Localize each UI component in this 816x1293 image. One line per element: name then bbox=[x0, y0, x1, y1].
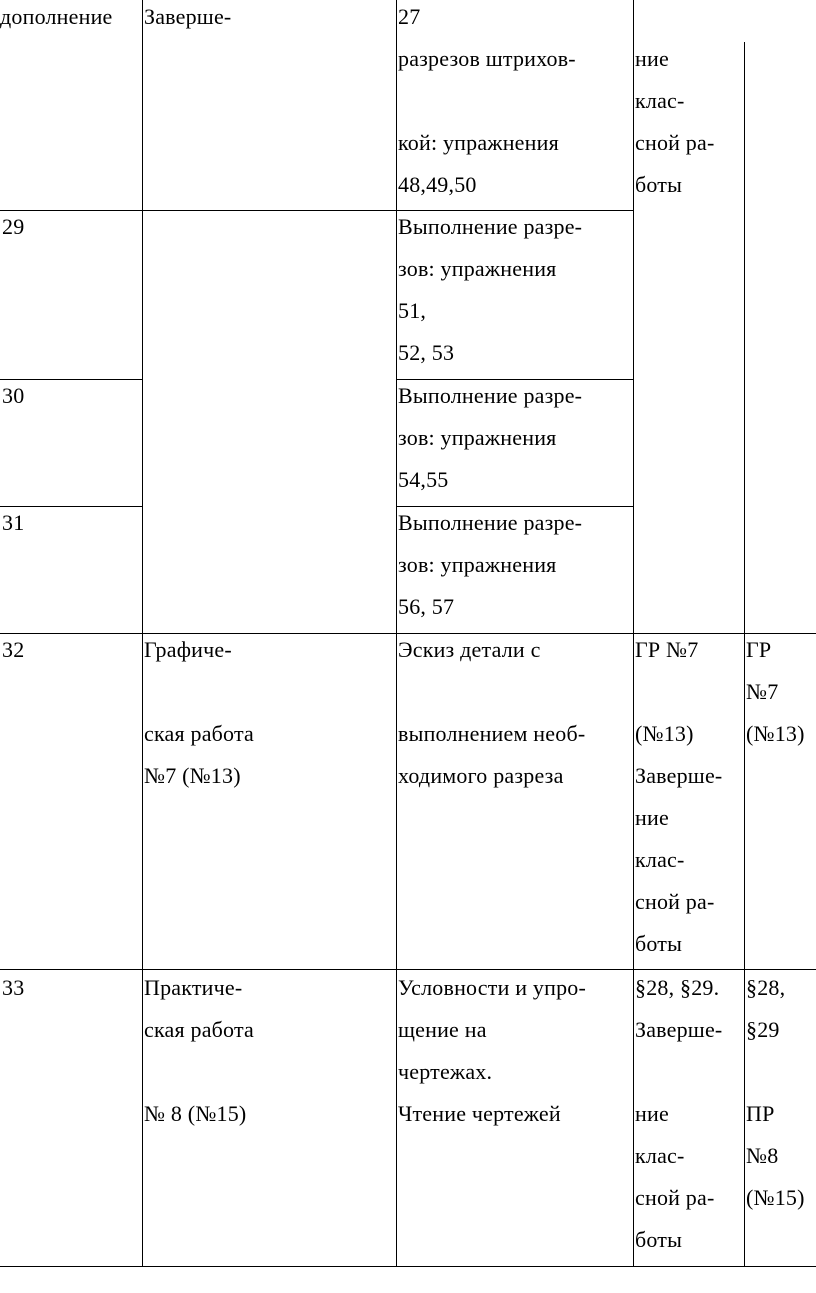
lesson-number: 30 bbox=[2, 383, 25, 408]
content-text: чертежах. bbox=[398, 1059, 493, 1084]
lesson-number: 33 bbox=[2, 975, 25, 1000]
content-text: разрезов штрихов- bbox=[398, 46, 576, 71]
homework-text: ПР bbox=[746, 1101, 775, 1126]
content-text: 52, 53 bbox=[398, 340, 455, 365]
row-divider bbox=[396, 506, 633, 507]
assignment-text: ГР №7 bbox=[635, 637, 699, 662]
homework-text: (№13) bbox=[746, 721, 805, 746]
assignment-text: Заверше- bbox=[635, 1017, 723, 1042]
lesson-number: 32 bbox=[2, 637, 25, 662]
column-divider bbox=[142, 0, 143, 1267]
content-text: Выполнение разре- bbox=[398, 510, 583, 535]
lesson-number: 29 bbox=[2, 214, 25, 239]
content-text: Чтение чертежей bbox=[398, 1101, 561, 1126]
topic-text: Практиче- bbox=[144, 975, 243, 1000]
assignment-text: сной ра- bbox=[635, 889, 715, 914]
content-text: 48,49,50 bbox=[398, 172, 477, 197]
lesson-number: 31 bbox=[2, 510, 25, 535]
homework-text: ГР bbox=[746, 637, 772, 662]
topic-text: Графиче- bbox=[144, 637, 232, 662]
topic-text: дополнение bbox=[0, 4, 113, 29]
assignment-text: (№13) bbox=[635, 721, 694, 746]
content-text: Выполнение разре- bbox=[398, 214, 583, 239]
content-text: зов: упражнения bbox=[398, 256, 557, 281]
assignment-text: боты bbox=[635, 931, 683, 956]
content-text: 27 bbox=[398, 4, 421, 29]
content-text: выполнением необ- bbox=[398, 721, 586, 746]
homework-text: §28, bbox=[746, 975, 786, 1000]
row-divider bbox=[0, 210, 396, 211]
homework-text: §29 bbox=[746, 1017, 780, 1042]
topic-text: ская работа bbox=[144, 1017, 255, 1042]
homework-text: №7 bbox=[746, 679, 779, 704]
assignment-text: ние bbox=[635, 46, 669, 71]
column-divider bbox=[396, 0, 397, 1267]
content-text: щение на bbox=[398, 1017, 487, 1042]
row-divider bbox=[0, 506, 142, 507]
column-divider bbox=[744, 42, 745, 1267]
content-text: Выполнение разре- bbox=[398, 383, 583, 408]
row-divider bbox=[0, 969, 816, 970]
row-divider bbox=[0, 633, 816, 634]
homework-text: (№15) bbox=[746, 1185, 805, 1210]
table-bottom-border bbox=[0, 1266, 816, 1267]
assignment-text: ние bbox=[635, 1101, 669, 1126]
row-divider bbox=[0, 379, 142, 380]
content-text: кой: упражнения bbox=[398, 130, 559, 155]
topic-text: №7 (№13) bbox=[144, 763, 241, 788]
content-text: 51, bbox=[398, 298, 427, 323]
assignment-text: клас- bbox=[635, 1143, 685, 1168]
assignment-text: боты bbox=[635, 1227, 683, 1252]
content-text: зов: упражнения bbox=[398, 425, 557, 450]
assignment-text: боты bbox=[635, 172, 683, 197]
assignment-text: клас- bbox=[635, 847, 685, 872]
row-divider bbox=[396, 379, 633, 380]
assignment-text: сной ра- bbox=[635, 1185, 715, 1210]
content-text: ходимого разреза bbox=[398, 763, 564, 788]
assignment-text: клас- bbox=[635, 88, 685, 113]
column-divider bbox=[633, 0, 634, 1267]
content-text: зов: упражнения bbox=[398, 552, 557, 577]
topic-text: Заверше- bbox=[144, 4, 232, 29]
assignment-text: §28, §29. bbox=[635, 975, 720, 1000]
content-text: 56, 57 bbox=[398, 594, 455, 619]
content-text: Условности и упро- bbox=[398, 975, 587, 1000]
topic-text: ская работа bbox=[144, 721, 255, 746]
topic-text: № 8 (№15) bbox=[144, 1101, 247, 1126]
assignment-text: сной ра- bbox=[635, 130, 715, 155]
content-text: 54,55 bbox=[398, 467, 449, 492]
homework-text: №8 bbox=[746, 1143, 779, 1168]
assignment-text: Заверше- bbox=[635, 763, 723, 788]
row-divider bbox=[396, 210, 633, 211]
content-text: Эскиз детали с bbox=[398, 637, 541, 662]
assignment-text: ние bbox=[635, 805, 669, 830]
